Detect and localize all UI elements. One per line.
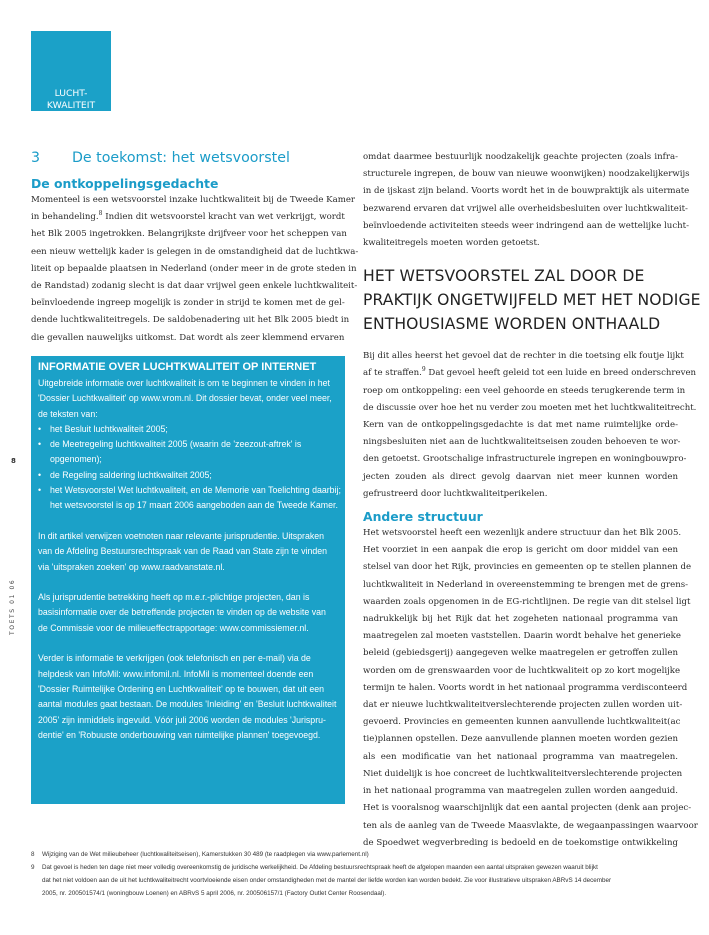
footnote [31,861,691,900]
footnote-line: 2005, nr. 200501574/1 (woningbouw Loenen) en ABRvS 5 april 2006, nr. 200506157/1 (Factory Outlet Center Roosendaal). [42,890,387,897]
journal-label-wrap [2,575,28,635]
chapter-heading [31,149,332,167]
body-line: worden om de grenswaarden voor de luchtkwaliteit op zo kort mogelijke [363,665,681,676]
body-line: in het nationaal programma van maatregelen zullen worden aangeduid. [363,786,678,797]
body-line: de Spoedwet wegverbreding is bedoeld en de toekomstige ontwikkeling [363,837,678,848]
body-line: jecten zouden als direct gevolg daarvan niet meer kunnen worden [363,471,678,482]
body-line: termijn te halen. Voorts wordt in het nationaal programma verdisconteerd [363,682,688,693]
body-line: die gevallen nauwelijks uitkomst. Dat wordt als zeer klemmend ervaren [31,332,345,343]
info-box-list-item-line: • het Besluit luchtkwaliteit 2005; [50,423,168,434]
section-tab-label [31,88,111,112]
body-line: af te straffen.$^9$ Dat gevoel heeft geleid tot een luide en breed onderschreven [363,366,697,379]
info-box-list-item-line: • het Wetsvoorstel Wet luchtkwaliteit, en de Memorie van Toelichting daarbij; [50,485,341,496]
info-box-line: via 'uitspraken zoeken' op www.raadvanstate.nl. [38,561,225,572]
body-line: stelsel van door het Rijk, provincies en gemeenten op te stellen plannen de [363,562,692,573]
body-line: de discussie over hoe het nu verder zou moeten met het luchtkwaliteitrecht. [363,402,697,413]
body-line: Kern van de ontkoppelingsgedachte is dat met name ruimtelijke orde- [363,420,678,431]
chapter-title: De toekomst: het wetsvoorstel [72,150,290,166]
pull-quote [363,264,701,336]
body-line: gevoerd. Provincies en gemeenten kunnen aanvullende luchtkwaliteit(ac [363,717,681,728]
right-body-top [363,149,690,252]
section-heading-ontkoppeling: De ontkoppelingsgedachte [31,176,219,191]
body-line: kwaliteitregels moeten worden getoetst. [363,238,540,249]
info-box-line: 2005' zijn inmiddels ingevuld. Vóór juli 2006 worden de modules 'Jurispru- [38,714,326,725]
info-box-para-jurisprudence [38,529,341,575]
footnote-number: 8 [31,851,35,858]
info-box-line: de Commissie voor de milieueffectrapportage: www.commissiemer.nl. [38,622,309,633]
info-box-list-item [38,437,341,468]
body-line: beleid (gebiedsgerij) aangegeven welke maatregelen er getroffen zullen [363,648,678,659]
info-box-line: aantal modules gaat bestaan. De modules 'Inleiding' en 'Besluit luchtkwaliteit [38,699,337,710]
body-line: Niet duidelijk is hoe concreet de luchtkwaliteitverslechterende projecten [363,768,683,779]
body-line: in de ijskast zijn beland. Voorts wordt het in de bouwpraktijk als uitermate [363,186,690,197]
info-box-line: van de Afdeling Bestuursrechtspraak van de Raad van State zijn te vinden [38,546,328,557]
body-line: het Blk 2005 ingetrokken. Belangrijkste drijfveer voor het scheppen van [31,229,347,240]
footnote-number: 9 [31,864,35,871]
body-line: roep om ontkoppeling: een veel gehoorde en steeds terugkerende term in [363,385,686,396]
info-box-line: 'Dossier Luchtkwaliteit' op www.vrom.nl. Dit dossier bevat, onder veel meer, [38,393,332,404]
info-box-list-item-line: het wetsvoorstel is op 17 maart 2006 aangeboden aan de Tweede Kamer. [50,500,338,511]
body-line: bezwarend ervaren dat vrijwel alle overheidsbesluiten over luchtkwaliteit- [363,203,688,214]
page-number: 8 [11,457,16,465]
body-line: beïnvloedende activiteiten steeds weer indringend aan de wettelijke lucht- [363,220,690,231]
right-body-mid [363,348,697,503]
info-box-list-item-line: opgenomen); [50,454,102,465]
section-heading-structuur: Andere structuur [363,509,483,525]
info-box-line: helpdesk van InfoMil: www.infomil.nl. InfoMil is momenteel doende een [38,668,314,679]
footnote-line: Dat gevoel is heden ten dage niet meer volledig overeenkomstig de juridische werkelijkheid. De Afdeling bestuursrechtspraak heeft de afgelopen maanden een aantal uitspraken gewezen waaruit blijkt [42,864,598,871]
info-box-line: Uitgebreide informatie over luchtkwaliteit is om te beginnen te vinden in het [38,378,330,388]
body-line: ningsbesluiten niet aan de luchtkwaliteitseisen zouden behoeven te wor- [363,437,681,448]
footnote-text [42,861,691,900]
body-line: waarden zoals opgenomen in de EG-richtlijnen. De regie van dit stelsel ligt [363,596,691,607]
body-line: beïnvloedende ingreep mogelijk is zonder in strijd te komen met de gel- [31,298,345,309]
body-line: Bij dit alles heerst het gevoel dat de rechter in die toetsing elk foutje lijkt [363,351,684,362]
journal-label: TOETS 01 06 [9,578,16,635]
body-line: structurele ingrepen, de bouw van nieuwe woonwijken) noodzakelijkerwijs [363,169,690,180]
info-box-list-item [38,483,341,514]
footnote-line: dat het niet voldoen aan de uit het luchtkwaliteitrecht voortvloeiende eisen onder omstandigheden met de mantel der liefde worden kan worden bedekt. Zie voor illustratieve uitspraken ABRvS 14 december [42,877,612,884]
info-box-line: Verder is informatie te verkrijgen (ook telefonisch en per e-mail) via de [38,653,311,664]
info-box-list-item [38,468,341,483]
info-box-list-item-line: • de Meetregeling luchtkwaliteit 2005 (waarin de 'zeezout-aftrek' is [50,439,302,450]
left-body-text [31,192,359,347]
info-box-line: de teksten van: [38,408,98,419]
info-box-line: dentie' en 'Robuuste onderbouwing van ruimtelijke plannen' toegevoegd. [38,729,321,740]
info-box-list [38,422,341,514]
body-line: den getoetst. Grootschalige infrastructurele ingrepen en woningbouwpro- [363,454,687,465]
info-box-title: INFORMATIE OVER LUCHTKWALITEIT OP INTERNET [38,361,317,373]
body-line: omdat daarmee bestuurlijk noodzakelijk geachte projecten (zoals infra- [363,152,678,162]
info-box-para-mer [38,590,341,636]
pull-quote-line: HET WETSVOORSTEL ZAL DOOR DE [363,267,645,286]
body-line: luchtkwaliteit in Nederland in overeenstemming te brengen met de grens- [363,579,689,590]
info-box-line: 'Dossier Ruimtelijke Ordening en Luchtkwaliteit' op te bouwen, dat uit een [38,683,324,694]
info-box-list-item [38,422,341,437]
info-box-intro [38,376,341,422]
body-line: dende luchtkwaliteitregels. De saldobenadering uit het Blk 2005 biedt in [31,315,350,326]
body-line: Het wetsvoorstel heeft een wezenlijk andere structuur dan het Blk 2005. [363,528,682,539]
body-line: maatregelen zal moeten vaststellen. Daarin wordt behalve het generieke [363,631,681,642]
body-line: ten als de aanleg van de Tweede Maasvlakte, de wegaanpassingen waarvoor [363,820,698,831]
info-box-list-item-line: • de Regeling saldering luchtkwaliteit 2005; [50,469,212,480]
body-line: Het voorziet in een aanpak die erop is gericht om door middel van een [363,545,678,556]
body-line: tie)plannen opstellen. Deze aanvullende plannen moeten worden gezien [363,734,678,745]
chapter-number: 3 [31,150,41,166]
right-body-bottom [363,525,698,852]
body-line: Momenteel is een wetsvoorstel inzake luchtkwaliteit bij de Tweede Kamer [31,195,356,205]
body-line: als een modificatie van het nationaal programma van maatregelen. [363,751,678,762]
info-box-line: In dit artikel verwijzen voetnoten naar relevante jurisprudentie. Uitspraken [38,530,325,541]
body-line: Het is vooralsnog waarschijnlijk dat een aantal projecten (denk aan projec- [363,803,692,814]
body-line: gefrustreerd door luchtkwaliteitperikelen. [363,488,548,499]
body-line: liteit op bepaalde plaatsen in Nederland (onder meer in de grote steden in [31,263,357,274]
footnote-text [42,848,691,861]
body-line: de Randstad) zodanig slecht is dat daar vrijwel geen enkele luchtkwaliteit- [31,281,358,292]
footnotes [31,848,691,900]
left-column [31,149,359,347]
body-line: een nieuw wettelijk kader is gelegen in de omstandigheid dat de luchtkwa- [31,246,359,257]
pull-quote-line: ENTHOUSIASME WORDEN ONTHAALD [363,315,661,334]
section-tab-line1: LUCHT- [54,88,88,99]
body-line: dat er nieuwe luchtkwaliteitverslechterende projecten zullen worden uit- [363,700,683,711]
info-box [31,356,345,804]
body-line: in behandeling.$^8$ Indien dit wetsvoorstel kracht van wet verkrijgt, wordt [31,210,345,223]
info-box-para-infomil [38,651,341,743]
body-line: nadrukkelijk bij het Rijk dat het zogeheten nationaal programma van [363,614,678,625]
right-column [363,149,701,852]
info-box-line: Als jurisprudentie betrekking heeft op m.e.r.-plichtige projecten, dan is [38,592,310,603]
section-tab-line2: KWALITEIT [46,100,96,111]
footnote [31,848,691,861]
pull-quote-line: PRAKTIJK ONGETWIJFELD MET HET NODIGE [363,291,701,310]
footnote-line: Wijziging van de Wet milieubeheer (luchtkwaliteitseisen), Kamerstukken 30 489 (te raadplegen via www.parlement.nl) [42,851,369,858]
info-box-line: basisinformatie over de betreffende projecten te vinden op de website van [38,607,326,618]
